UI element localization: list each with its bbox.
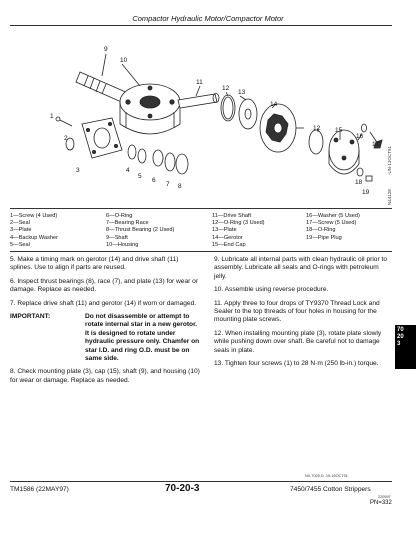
step-9: 9. Lubricate all internal parts with clean hydraulic oil prior to assembly. Lubricate all seals and O-rings with petroleum jelly.: [214, 256, 387, 280]
plate-13-drawing: [239, 99, 257, 129]
housing-10-drawing: [120, 84, 180, 134]
step-5: 5. Make a timing mark on gerotor (14) and drive shaft (11) splines. Use to align if parts are reused.: [10, 256, 179, 272]
footer-date-code: 220597: [378, 495, 391, 499]
important-text: Do not disassemble or attempt to rotate internal star in a new gerotor. It is designed to rotate under hydraulic pressure only. Chamfer on star I.D. and ring O.D. must be on same side.: [85, 313, 200, 363]
callout-2: 2: [64, 135, 68, 142]
legend-item: 8—Thrust Bearing (2 Used): [106, 227, 175, 234]
callout-3: 3: [76, 167, 80, 174]
step-13: 13. Tighten four screws (1) to 28 N·m (250 lb-in.) torque.: [214, 360, 379, 368]
section-tab: [395, 325, 416, 369]
legend-column-2: [106, 213, 174, 249]
legend-item: 12—O-Ring (3 Used): [212, 220, 265, 227]
important-note: [10, 313, 202, 363]
gerotor-14-drawing: [260, 104, 304, 152]
footer-product: 7450/7455 Cotton Strippers: [290, 486, 371, 493]
legend-item: 2—Seal: [10, 220, 30, 227]
section-tab-line: 3: [397, 340, 401, 347]
legend-item: 11—Drive Shaft: [212, 213, 252, 219]
callout-15: 15: [335, 127, 343, 134]
drive-shaft-11-drawing: [178, 94, 219, 109]
legend-item: 9—Shaft: [106, 234, 128, 241]
callout-19: 19: [362, 189, 370, 196]
callout-1: 1: [50, 113, 54, 120]
legend-item: 17—Screw (5 Used): [306, 220, 357, 227]
legend-item: 15—End Cap: [212, 241, 246, 248]
legend-item: 4—Backup Washer: [10, 234, 58, 241]
legend-column-4: [306, 213, 360, 242]
figure-rule: [10, 208, 392, 209]
footer-rule: [10, 481, 392, 482]
legend-item: 6—O-Ring: [106, 213, 133, 219]
legend-item: 5—Seal: [10, 241, 30, 248]
legend-rule: [10, 251, 392, 252]
legend-item: 18—O-Ring: [306, 227, 336, 234]
callout-7: 7: [166, 181, 170, 188]
legend-column-1: [10, 213, 58, 249]
mounting-plate-3-drawing: [82, 118, 122, 158]
callout-17: 17: [372, 141, 380, 148]
left-instructions-column: [10, 256, 202, 390]
legend-item: 19—Pipe Plug: [306, 234, 342, 241]
header-rule: [10, 25, 392, 26]
callout-8: 8: [178, 183, 182, 190]
callout-14: 14: [270, 101, 278, 108]
callout-18: 18: [355, 179, 363, 186]
right-instructions-column: [214, 256, 390, 373]
legend-item: 10—Housing: [106, 241, 139, 248]
o-ring-12b-drawing: [309, 130, 323, 154]
end-cap-15-drawing: [329, 130, 359, 174]
callout-6: 6: [152, 177, 156, 184]
callout-9: 9: [104, 46, 108, 53]
legend-item: 7—Bearing Race: [106, 220, 149, 227]
footer-code: NX,7025,D -19-16OCT91: [305, 474, 348, 478]
legend-item: 14—Gerotor: [212, 234, 243, 241]
legend-item: 3—Plate: [10, 227, 32, 234]
page-header: Compactor Hydraulic Motor/Compactor Motor: [132, 14, 284, 23]
legend-column-3: [212, 213, 265, 249]
callout-12b: 12: [313, 125, 321, 132]
callout-11: 11: [196, 79, 203, 86]
step-10: 10. Assemble using reverse procedure.: [214, 286, 329, 294]
figure-side-code: -UN-13OCT91: [387, 145, 392, 175]
callout-4: 4: [126, 167, 130, 174]
step-11: 11. Apply three to four drops of TY9370 Thread Lock and Sealer to the top threads of four holes in housing for the mounting plate screws.: [214, 299, 380, 324]
footer-page-number: 70-20-3: [165, 483, 200, 494]
important-label: IMPORTANT:: [10, 313, 51, 321]
legend-item: 13—Plate: [212, 227, 237, 234]
callout-10: 10: [120, 57, 128, 64]
section-tab-line: 70: [397, 327, 404, 333]
figure-side-id: N44128: [387, 189, 392, 205]
exploded-view-illustration: [10, 32, 392, 202]
step-7: 7. Replace drive shaft (11) and gerotor (14) if worn or damaged.: [10, 299, 197, 307]
step-12: 12. When installing mounting plate (3), rotate plate slowly while pushing down over shaft. Be careful not to damage seals in plate.: [214, 329, 382, 354]
callout-13: 13: [238, 89, 246, 96]
footer-pn: PN=332: [370, 500, 392, 506]
legend-item: 1—Screw (4 Used): [10, 213, 58, 219]
callout-12: 12: [222, 85, 230, 92]
section-tab-line: 20: [397, 333, 404, 340]
callout-16: 16: [356, 133, 364, 140]
step-8: 8. Check mounting plate (3), cap (15), shaft (9), and housing (10) for wear or damage. Replace as needed.: [10, 368, 200, 384]
footer-manual: TM1586 (22MAY97): [10, 486, 69, 493]
legend-item: 16—Washer (5 Used): [306, 213, 360, 219]
callout-5: 5: [138, 173, 142, 180]
step-6: 6. Inspect thrust bearings (8), race (7), and plate (13) for wear or damage. Replace as needed.: [10, 277, 199, 294]
